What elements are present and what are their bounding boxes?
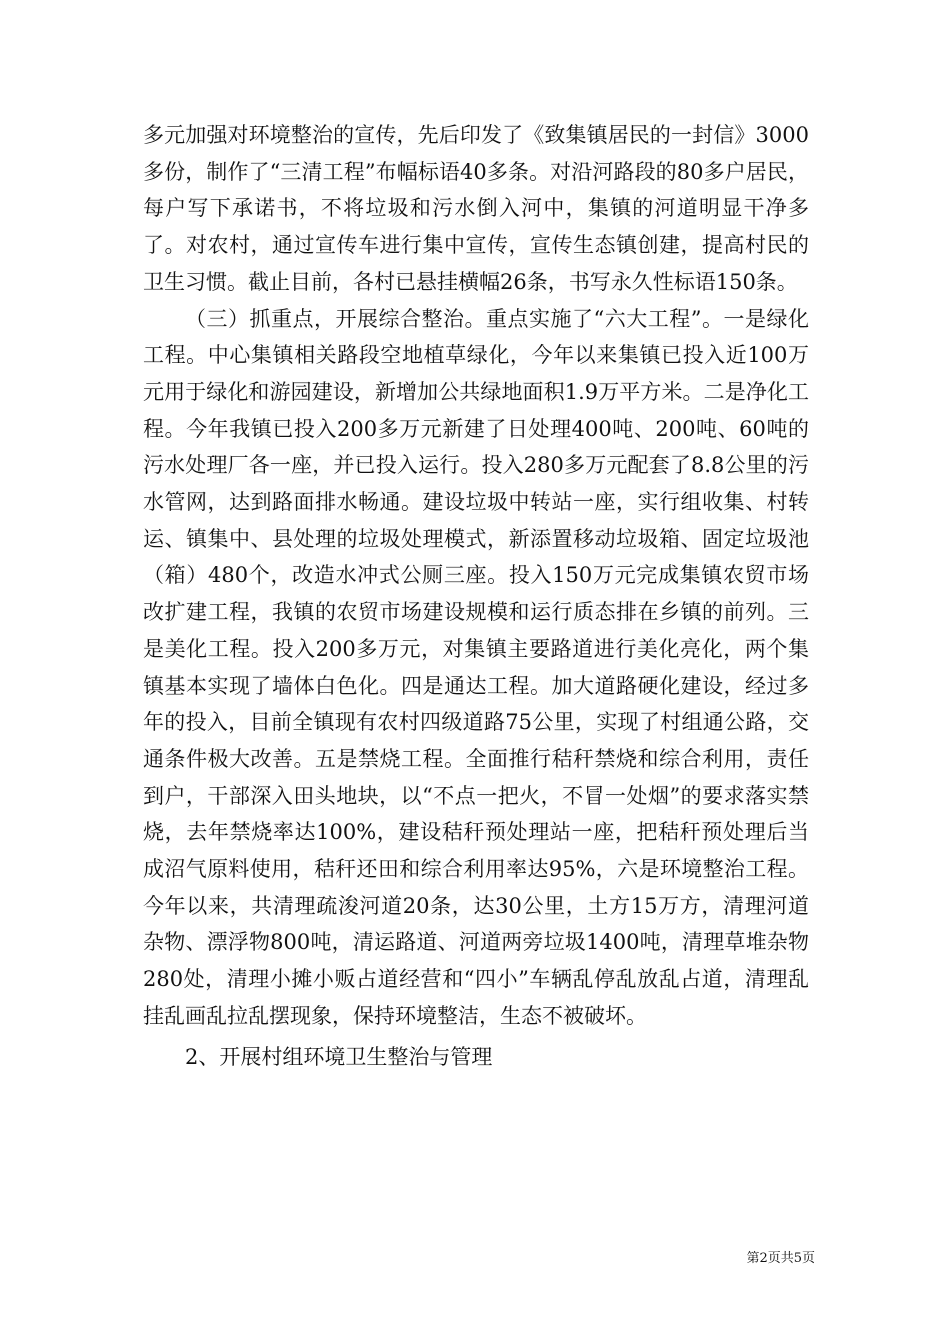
- section-heading-village-sanitation: 2、开展村组环境卫生整治与管理: [185, 1044, 493, 1069]
- paragraph-continuation: 多元加强对环境整治的宣传，先后印发了《致集镇居民的一封信》3000多份，制作了“三清工程”布幅标语40多条。对沿河路段的80多户居民，每户写下承诺书，不将垃圾和污水倒入河中，集镇的河道明显干净多了。对农村，通过宣传车进行集中宣传，宣传生态镇创建，提高村民的卫生习惯。截止目前，各村已悬挂横幅26条，书写永久性标语150条。: [143, 123, 809, 294]
- document-body: [143, 117, 809, 1075]
- page-number-footer: 第2页共5页: [746, 1251, 815, 1266]
- paragraph-key-projects: （三）抓重点，开展综合整治。重点实施了“六大工程”。一是绿化工程。中心集镇相关路段空地植草绿化，今年以来集镇已投入近100万元用于绿化和游园建设，新增加公共绿地面积1.9万平方米。二是净化工程。今年我镇已投入200多万元新建了日处理400吨、200吨、60吨的污水处理厂各一座，并已投入运行。投入280多万元配套了8.8公里的污水管网，达到路面排水畅通。建设垃圾中转站一座，实行组收集、村转运、镇集中、县处理的垃圾处理模式，新添置移动垃圾箱、固定垃圾池（箱）480个，改造水冲式公厕三座。投入150万元完成集镇农贸市场改扩建工程，我镇的农贸市场建设规模和运行质态排在乡镇的前列。三是美化工程。投入200多万元，对集镇主要路道进行美化亮化，两个集镇基本实现了墙体白色化。四是通达工程。加大道路硬化建设，经过多年的投入，目前全镇现有农村四级道路75公里，实现了村组通公路，交通条件极大改善。五是禁烧工程。全面推行秸秆禁烧和综合利用，责任到户，干部深入田头地块，以“不点一把火，不冒一处烟”的要求落实禁烧，去年禁烧率达100%，建设秸秆预处理站一座，把秸秆预处理后当成沼气原料使用，秸秆还田和综合利用率达95%，六是环境整治工程。今年以来，共清理疏浚河道20条，达30公里，土方15万方，清理河道杂物、漂浮物800吨，清运路道、河道两旁垃圾1400吨，清理草堆杂物280处，清理小摊小贩占道经营和“四小”车辆乱停乱放乱占道，清理乱挂乱画乱拉乱摆现象，保持环境整洁，生态不被破坏。: [143, 306, 809, 1028]
